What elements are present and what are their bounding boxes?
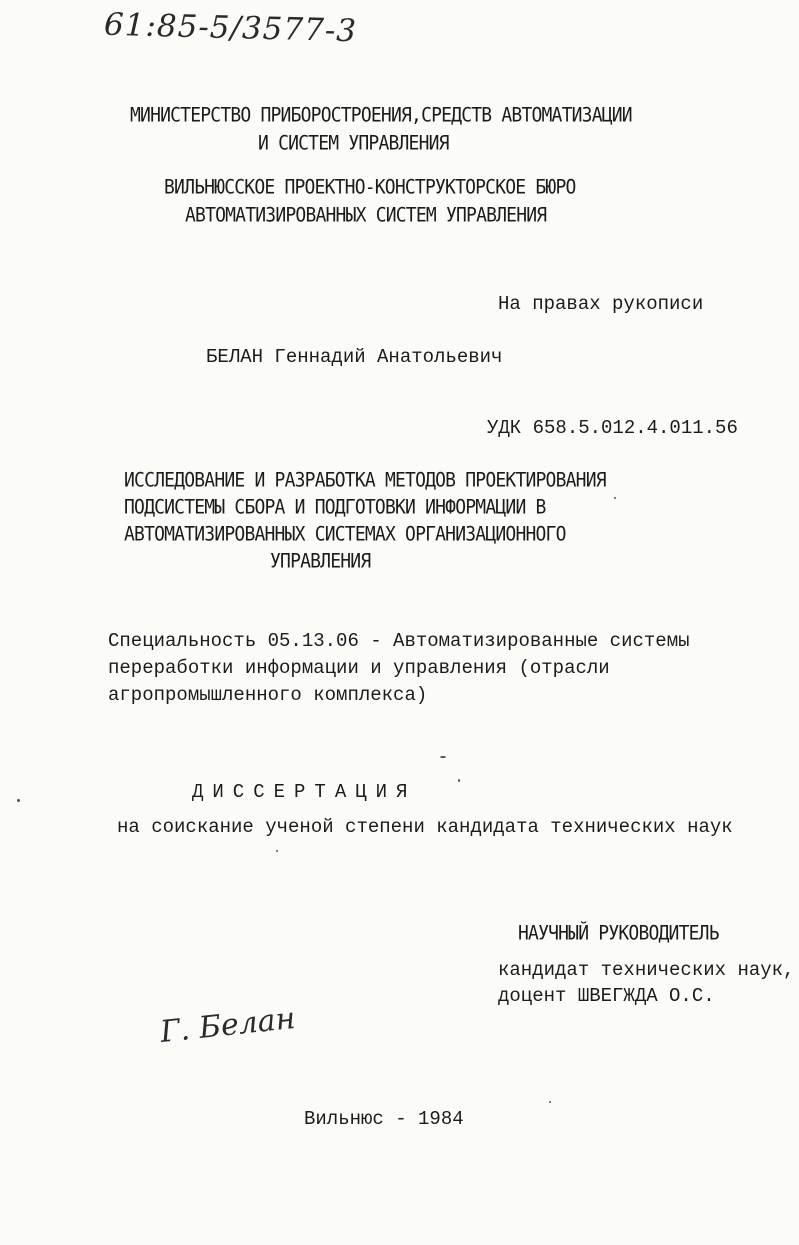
title-line-4: УПРАВЛЕНИЯ (270, 550, 371, 573)
author-signature: Г. Белан (158, 1001, 297, 1050)
supervisor-degree: кандидат технических наук, (498, 959, 795, 981)
supervisor-heading: НАУЧНЫЙ РУКОВОДИТЕЛЬ (518, 922, 719, 945)
archive-mark: 61:85-5/3577-3 (103, 6, 358, 50)
specialty-line-3: агропромышленного комплекса) (108, 684, 428, 706)
title-line-1: ИССЛЕДОВАНИЕ И РАЗРАБОТКА МЕТОДОВ ПРОЕКТИРОВАНИЯ (124, 469, 606, 492)
scan-speck (276, 850, 278, 852)
specialty-line-1: Специальность 05.13.06 - Автоматизированные системы (108, 630, 690, 652)
author-name: БЕЛАН Геннадий Анатольевич (206, 346, 503, 368)
place-and-year: Вильнюс - 1984 (304, 1108, 464, 1130)
scan-speck (458, 779, 460, 782)
udc-code: УДК 658.5.012.4.011.56 (487, 417, 738, 439)
title-line-3: АВТОМАТИЗИРОВАННЫХ СИСТЕМАХ ОРГАНИЗАЦИОННОГО (124, 523, 566, 546)
scan-speck (17, 799, 20, 802)
bureau-line-2: АВТОМАТИЗИРОВАННЫХ СИСТЕМ УПРАВЛЕНИЯ (185, 204, 547, 227)
document-type: ДИССЕРТАЦИЯ (192, 781, 417, 803)
scan-speck (440, 756, 446, 758)
scan-speck (549, 1101, 551, 1103)
bureau-line-1: ВИЛЬНЮССКОЕ ПРОЕКТНО-КОНСТРУКТОРСКОЕ БЮРО (164, 176, 576, 199)
degree-line: на соискание ученой степени кандидата технических наук (117, 816, 733, 838)
ministry-line-1: МИНИСТЕРСТВО ПРИБОРОСТРОЕНИЯ,СРЕДСТВ АВТОМАТИЗАЦИИ (130, 104, 632, 127)
ministry-line-2: И СИСТЕМ УПРАВЛЕНИЯ (258, 132, 449, 155)
title-line-2: ПОДСИСТЕМЫ СБОРА И ПОДГОТОВКИ ИНФОРМАЦИИ В (124, 496, 546, 519)
specialty-line-2: переработки информации и управления (отрасли (108, 657, 610, 679)
supervisor-name: доцент ШВЕГЖДА О.С. (498, 985, 715, 1007)
scan-speck (614, 497, 616, 499)
manuscript-note: На правах рукописи (498, 293, 704, 315)
